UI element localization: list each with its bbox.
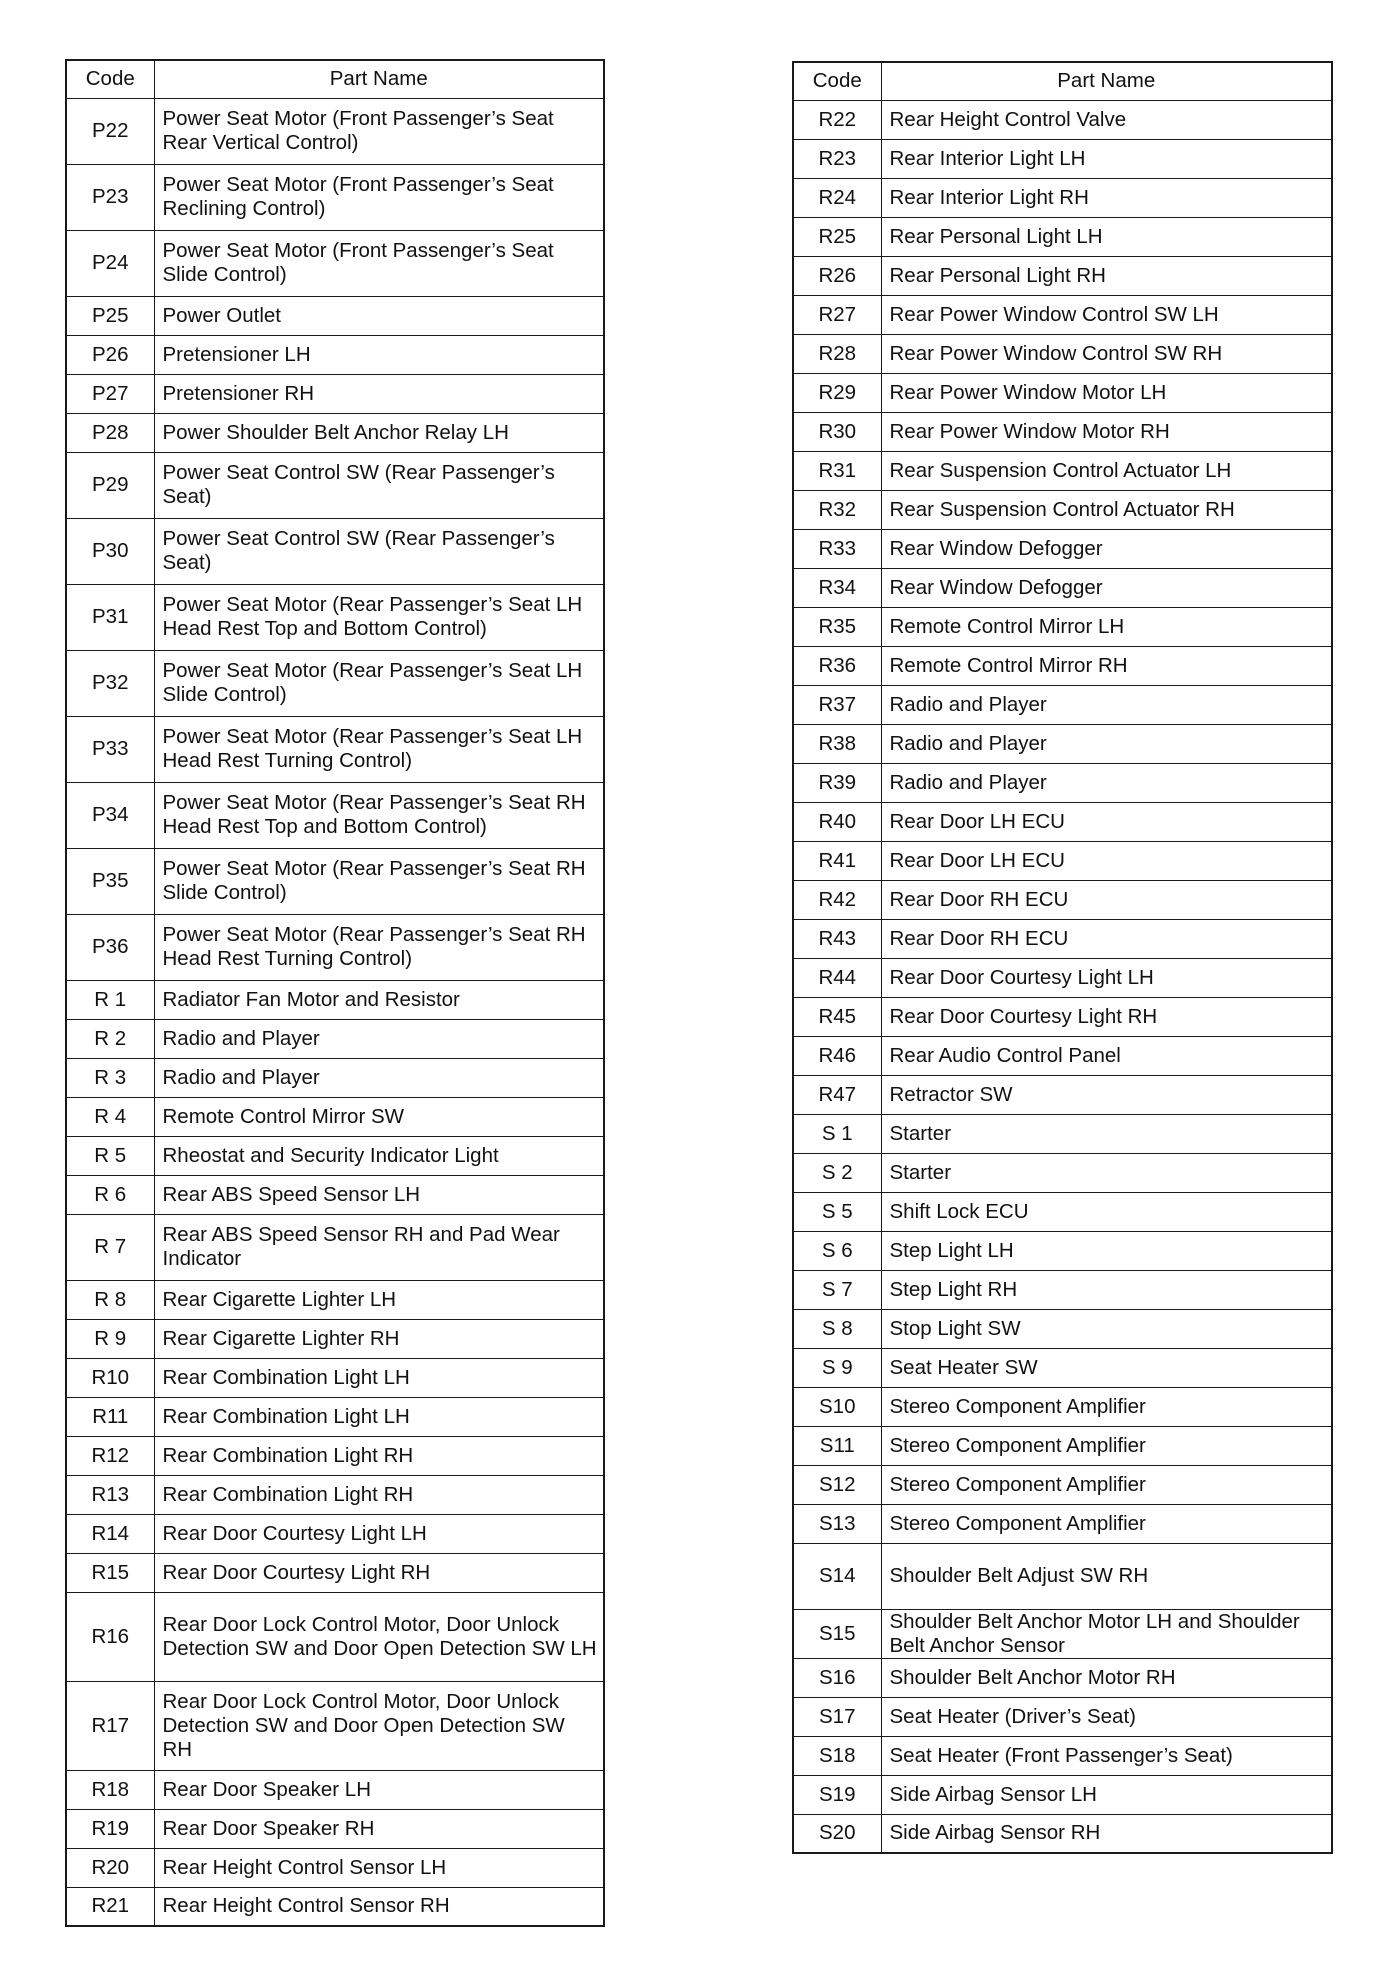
part-name: Rear Combination Light RH [154, 1475, 604, 1514]
table-row [793, 1504, 1332, 1543]
table-row [793, 295, 1332, 334]
table-row [66, 1887, 604, 1926]
part-name: Rear Combination Light RH [154, 1436, 604, 1475]
table-row [66, 1770, 604, 1809]
part-name-column-header: Part Name [881, 62, 1332, 100]
table-row [66, 1097, 604, 1136]
part-name: Rear Cigarette Lighter RH [154, 1319, 604, 1358]
part-code: R32 [793, 490, 881, 529]
part-name: Shoulder Belt Anchor Motor LH and Shoulder Belt Anchor Sensor [881, 1609, 1332, 1658]
part-code: R34 [793, 568, 881, 607]
part-name: Rear Interior Light RH [881, 178, 1332, 217]
table-row [793, 607, 1332, 646]
part-code: P36 [66, 914, 154, 980]
part-name: Step Light LH [881, 1231, 1332, 1270]
part-code: R28 [793, 334, 881, 373]
table-row [66, 374, 604, 413]
part-code: P28 [66, 413, 154, 452]
part-code: R 4 [66, 1097, 154, 1136]
part-code: P33 [66, 716, 154, 782]
part-name: Radio and Player [881, 763, 1332, 802]
part-code: R14 [66, 1514, 154, 1553]
part-code: R45 [793, 997, 881, 1036]
part-name: Retractor SW [881, 1075, 1332, 1114]
part-code: S 2 [793, 1153, 881, 1192]
part-code: S16 [793, 1658, 881, 1697]
part-name: Rear Height Control Sensor LH [154, 1848, 604, 1887]
part-code: R38 [793, 724, 881, 763]
part-name: Rear Door Courtesy Light RH [881, 997, 1332, 1036]
table-row [793, 373, 1332, 412]
table-row [793, 724, 1332, 763]
part-code: S 5 [793, 1192, 881, 1231]
table-row [793, 1387, 1332, 1426]
part-name: Rear Suspension Control Actuator RH [881, 490, 1332, 529]
table-row [793, 1036, 1332, 1075]
table-row [66, 1681, 604, 1770]
part-name: Rear Audio Control Panel [881, 1036, 1332, 1075]
parts-table-left [65, 59, 605, 1927]
part-name: Stereo Component Amplifier [881, 1465, 1332, 1504]
table-row [793, 646, 1332, 685]
part-name: Power Seat Control SW (Rear Passenger’s Seat) [154, 452, 604, 518]
table-row [793, 997, 1332, 1036]
part-code: P23 [66, 164, 154, 230]
part-code: R 8 [66, 1280, 154, 1319]
table-row [793, 958, 1332, 997]
table-row [66, 98, 604, 164]
table-row [793, 100, 1332, 139]
part-name: Rear Interior Light LH [881, 139, 1332, 178]
table-row [793, 1192, 1332, 1231]
table-row [66, 1319, 604, 1358]
part-code: R22 [793, 100, 881, 139]
part-code: S13 [793, 1504, 881, 1543]
part-name: Rear Height Control Sensor RH [154, 1887, 604, 1926]
part-code: R42 [793, 880, 881, 919]
part-code: R25 [793, 217, 881, 256]
table-row [66, 1136, 604, 1175]
table-row [793, 841, 1332, 880]
table-row [793, 334, 1332, 373]
part-name: Radio and Player [154, 1058, 604, 1097]
part-code: P35 [66, 848, 154, 914]
table-row [66, 1592, 604, 1681]
table-row [793, 1426, 1332, 1465]
table-row [66, 518, 604, 584]
table-row [66, 164, 604, 230]
part-name: Rear Door Speaker LH [154, 1770, 604, 1809]
part-name: Remote Control Mirror RH [881, 646, 1332, 685]
part-name: Seat Heater (Front Passenger’s Seat) [881, 1736, 1332, 1775]
part-name: Power Outlet [154, 296, 604, 335]
table-row [66, 1553, 604, 1592]
part-code: S12 [793, 1465, 881, 1504]
part-name: Rear Window Defogger [881, 568, 1332, 607]
part-code: R39 [793, 763, 881, 802]
part-name: Stereo Component Amplifier [881, 1426, 1332, 1465]
table-row [793, 880, 1332, 919]
part-name: Power Seat Motor (Front Passenger’s Seat Rear Vertical Control) [154, 98, 604, 164]
part-code: R16 [66, 1592, 154, 1681]
part-code: R 7 [66, 1214, 154, 1280]
table-row [793, 1153, 1332, 1192]
table-row [793, 919, 1332, 958]
table-row [793, 256, 1332, 295]
header-row [793, 62, 1332, 100]
table-row [66, 296, 604, 335]
table-row [66, 413, 604, 452]
table-row [793, 1736, 1332, 1775]
part-code: R26 [793, 256, 881, 295]
part-name: Rear Height Control Valve [881, 100, 1332, 139]
part-name: Rear Door Courtesy Light RH [154, 1553, 604, 1592]
table-row [793, 1609, 1332, 1658]
table-row [793, 1309, 1332, 1348]
table-row [66, 1058, 604, 1097]
table-row [66, 230, 604, 296]
part-code: R11 [66, 1397, 154, 1436]
part-code: P34 [66, 782, 154, 848]
part-name: Rear Door Lock Control Motor, Door Unlock Detection SW and Door Open Detection SW RH [154, 1681, 604, 1770]
table-row [66, 452, 604, 518]
part-name: Power Shoulder Belt Anchor Relay LH [154, 413, 604, 452]
table-row [793, 1543, 1332, 1609]
part-name: Rear Power Window Control SW LH [881, 295, 1332, 334]
part-code: S 9 [793, 1348, 881, 1387]
part-code: R29 [793, 373, 881, 412]
part-code: P27 [66, 374, 154, 413]
part-name: Rear ABS Speed Sensor RH and Pad Wear Indicator [154, 1214, 604, 1280]
part-code: S20 [793, 1814, 881, 1853]
table-row [66, 1809, 604, 1848]
table-row [66, 914, 604, 980]
table-row [793, 1658, 1332, 1697]
part-name: Rear Power Window Motor LH [881, 373, 1332, 412]
part-code: S10 [793, 1387, 881, 1426]
part-name: Rear ABS Speed Sensor LH [154, 1175, 604, 1214]
table-row [66, 782, 604, 848]
table-row [793, 1465, 1332, 1504]
part-name: Pretensioner RH [154, 374, 604, 413]
table-row [793, 1114, 1332, 1153]
part-code: P31 [66, 584, 154, 650]
part-name: Rear Door Lock Control Motor, Door Unlock Detection SW and Door Open Detection SW LH [154, 1592, 604, 1681]
part-name: Rear Door Speaker RH [154, 1809, 604, 1848]
part-name: Starter [881, 1114, 1332, 1153]
part-name: Remote Control Mirror SW [154, 1097, 604, 1136]
part-name: Shoulder Belt Anchor Motor RH [881, 1658, 1332, 1697]
table-row [793, 412, 1332, 451]
part-code: R 9 [66, 1319, 154, 1358]
part-name: Rear Cigarette Lighter LH [154, 1280, 604, 1319]
part-name: Power Seat Motor (Rear Passenger’s Seat RH Head Rest Turning Control) [154, 914, 604, 980]
table-row [66, 584, 604, 650]
part-code: R33 [793, 529, 881, 568]
code-column-header: Code [66, 60, 154, 98]
part-name: Rear Personal Light LH [881, 217, 1332, 256]
part-name: Rear Door Courtesy Light LH [154, 1514, 604, 1553]
part-code: R 1 [66, 980, 154, 1019]
table-row [66, 848, 604, 914]
part-name: Power Seat Motor (Rear Passenger’s Seat LH Head Rest Turning Control) [154, 716, 604, 782]
part-code: P32 [66, 650, 154, 716]
table-row [793, 1075, 1332, 1114]
part-name: Rear Door LH ECU [881, 802, 1332, 841]
table-row [66, 1397, 604, 1436]
table-row [66, 650, 604, 716]
part-code: R27 [793, 295, 881, 334]
part-name: Remote Control Mirror LH [881, 607, 1332, 646]
part-name: Power Seat Motor (Rear Passenger’s Seat RH Head Rest Top and Bottom Control) [154, 782, 604, 848]
part-name: Stereo Component Amplifier [881, 1387, 1332, 1426]
part-code: S 6 [793, 1231, 881, 1270]
part-name: Starter [881, 1153, 1332, 1192]
part-name: Radio and Player [881, 724, 1332, 763]
table-row [793, 1775, 1332, 1814]
table-row [66, 1358, 604, 1397]
part-code: R37 [793, 685, 881, 724]
table-row [793, 529, 1332, 568]
part-code: P30 [66, 518, 154, 584]
part-code: R23 [793, 139, 881, 178]
part-name: Stop Light SW [881, 1309, 1332, 1348]
part-code: S17 [793, 1697, 881, 1736]
part-name: Rear Door Courtesy Light LH [881, 958, 1332, 997]
part-name: Power Seat Motor (Front Passenger’s Seat Slide Control) [154, 230, 604, 296]
part-name: Rear Door RH ECU [881, 919, 1332, 958]
part-code: R 5 [66, 1136, 154, 1175]
table-row [66, 1175, 604, 1214]
part-code: R41 [793, 841, 881, 880]
part-code: R30 [793, 412, 881, 451]
part-name: Rear Personal Light RH [881, 256, 1332, 295]
part-name: Rear Power Window Control SW RH [881, 334, 1332, 373]
part-code: R20 [66, 1848, 154, 1887]
table-row [66, 1019, 604, 1058]
part-code: R 6 [66, 1175, 154, 1214]
table-row [793, 568, 1332, 607]
table-row [66, 980, 604, 1019]
part-code: S11 [793, 1426, 881, 1465]
part-name-column-header: Part Name [154, 60, 604, 98]
part-code: R 2 [66, 1019, 154, 1058]
part-code: S 8 [793, 1309, 881, 1348]
part-code: S 7 [793, 1270, 881, 1309]
part-code: R43 [793, 919, 881, 958]
table-row [793, 685, 1332, 724]
part-code: R10 [66, 1358, 154, 1397]
table-row [66, 1214, 604, 1280]
table-row [66, 1848, 604, 1887]
part-name: Side Airbag Sensor RH [881, 1814, 1332, 1853]
part-code: S19 [793, 1775, 881, 1814]
part-code: R46 [793, 1036, 881, 1075]
table-row [793, 1814, 1332, 1853]
part-name: Step Light RH [881, 1270, 1332, 1309]
table-row [793, 178, 1332, 217]
table-row [793, 802, 1332, 841]
table-row [793, 763, 1332, 802]
part-code: S14 [793, 1543, 881, 1609]
part-name: Rear Combination Light LH [154, 1358, 604, 1397]
part-code: S 1 [793, 1114, 881, 1153]
part-name: Power Seat Control SW (Rear Passenger’s Seat) [154, 518, 604, 584]
part-name: Shift Lock ECU [881, 1192, 1332, 1231]
table-row [66, 1514, 604, 1553]
part-code: R17 [66, 1681, 154, 1770]
part-name: Seat Heater SW [881, 1348, 1332, 1387]
part-code: P24 [66, 230, 154, 296]
part-code: P25 [66, 296, 154, 335]
part-name: Radio and Player [881, 685, 1332, 724]
part-name: Power Seat Motor (Front Passenger’s Seat Reclining Control) [154, 164, 604, 230]
part-code: R47 [793, 1075, 881, 1114]
table-row [793, 490, 1332, 529]
part-code: R24 [793, 178, 881, 217]
part-name: Shoulder Belt Adjust SW RH [881, 1543, 1332, 1609]
part-code: R13 [66, 1475, 154, 1514]
part-code: R21 [66, 1887, 154, 1926]
part-name: Rheostat and Security Indicator Light [154, 1136, 604, 1175]
part-code: R31 [793, 451, 881, 490]
table-row [66, 1280, 604, 1319]
part-name: Radio and Player [154, 1019, 604, 1058]
part-name: Stereo Component Amplifier [881, 1504, 1332, 1543]
part-code: R15 [66, 1553, 154, 1592]
part-code: R44 [793, 958, 881, 997]
part-name: Power Seat Motor (Rear Passenger’s Seat LH Slide Control) [154, 650, 604, 716]
part-name: Side Airbag Sensor LH [881, 1775, 1332, 1814]
part-code: R19 [66, 1809, 154, 1848]
part-name: Power Seat Motor (Rear Passenger’s Seat LH Head Rest Top and Bottom Control) [154, 584, 604, 650]
part-code: R35 [793, 607, 881, 646]
part-name: Rear Door RH ECU [881, 880, 1332, 919]
table-row [793, 1270, 1332, 1309]
part-name: Rear Suspension Control Actuator LH [881, 451, 1332, 490]
part-code: R 3 [66, 1058, 154, 1097]
code-column-header: Code [793, 62, 881, 100]
table-row [793, 451, 1332, 490]
part-name: Rear Combination Light LH [154, 1397, 604, 1436]
table-row [793, 217, 1332, 256]
part-name: Rear Power Window Motor RH [881, 412, 1332, 451]
header-row [66, 60, 604, 98]
table-row [66, 716, 604, 782]
part-name: Radiator Fan Motor and Resistor [154, 980, 604, 1019]
table-row [793, 139, 1332, 178]
part-name: Power Seat Motor (Rear Passenger’s Seat RH Slide Control) [154, 848, 604, 914]
part-name: Rear Door LH ECU [881, 841, 1332, 880]
part-code: R36 [793, 646, 881, 685]
part-name: Pretensioner LH [154, 335, 604, 374]
table-row [66, 1436, 604, 1475]
table-row [793, 1697, 1332, 1736]
part-code: S15 [793, 1609, 881, 1658]
part-name: Rear Window Defogger [881, 529, 1332, 568]
part-code: P29 [66, 452, 154, 518]
part-code: R18 [66, 1770, 154, 1809]
table-row [66, 1475, 604, 1514]
part-name: Seat Heater (Driver’s Seat) [881, 1697, 1332, 1736]
part-code: R12 [66, 1436, 154, 1475]
table-row [793, 1231, 1332, 1270]
table-row [793, 1348, 1332, 1387]
part-code: P22 [66, 98, 154, 164]
table-row [66, 335, 604, 374]
part-code: R40 [793, 802, 881, 841]
parts-table-right [792, 61, 1333, 1854]
part-code: P26 [66, 335, 154, 374]
part-code: S18 [793, 1736, 881, 1775]
